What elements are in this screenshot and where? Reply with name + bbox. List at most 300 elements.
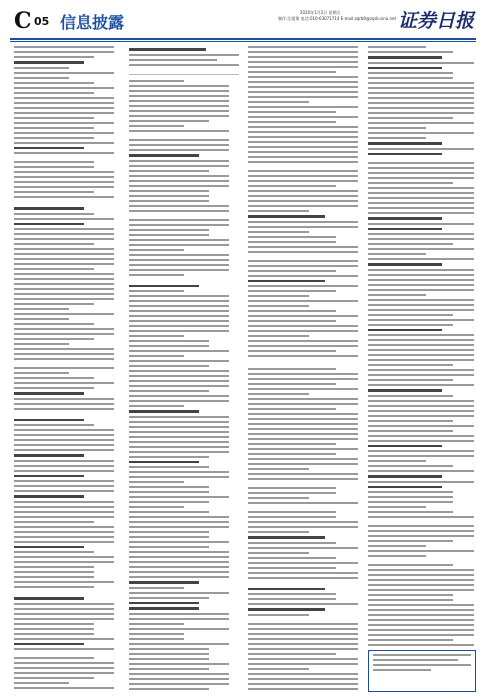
text-line [368, 153, 442, 156]
text-line [368, 644, 474, 646]
text-line [368, 112, 474, 114]
text-line [248, 310, 336, 312]
text-line [248, 350, 336, 352]
text-line [248, 438, 358, 440]
text-line [129, 310, 229, 312]
text-line [368, 369, 474, 371]
text-line [129, 592, 229, 594]
text-line [368, 491, 453, 493]
text-line [14, 576, 94, 578]
text-line [14, 429, 114, 431]
text-line [129, 663, 229, 665]
text-line [368, 344, 474, 346]
text-line [129, 165, 229, 167]
text-line [368, 359, 474, 361]
text-line [14, 87, 114, 89]
text-line [14, 413, 114, 417]
text-line [14, 566, 94, 568]
text-line [14, 348, 114, 350]
text-line [368, 67, 442, 70]
text-line [14, 597, 84, 600]
text-line [368, 309, 474, 311]
text-line [14, 511, 114, 513]
text-line [368, 415, 474, 417]
text-line [14, 662, 114, 664]
text-line [14, 77, 69, 79]
text-line [248, 468, 309, 470]
text-line [14, 97, 114, 99]
text-line [129, 200, 209, 202]
text-line [14, 618, 114, 620]
text-line [14, 253, 114, 255]
text-line [248, 126, 358, 128]
text-line [129, 90, 229, 92]
text-line [129, 224, 229, 226]
text-line [129, 390, 209, 392]
text-line [129, 320, 229, 322]
text-line [14, 196, 114, 198]
text-line [129, 566, 229, 568]
text-line [129, 405, 184, 407]
text-line [368, 223, 474, 225]
contact-line: 制作:汪超翔 电话:010-63071714 E-mail:zqrb9@zqrb.sina.net [278, 16, 397, 21]
text-line [368, 334, 474, 336]
text-line [248, 236, 336, 238]
text-line [14, 207, 84, 210]
text-line [248, 335, 309, 337]
date-line: 2020年1月2日 星期五 [300, 10, 341, 15]
text-line [248, 413, 358, 415]
text-line [14, 687, 114, 689]
text-line [129, 496, 229, 498]
text-line [14, 608, 114, 610]
text-line [14, 372, 69, 374]
text-line [14, 142, 114, 144]
text-line [248, 121, 336, 123]
text-line [129, 536, 209, 538]
text-line [129, 120, 209, 122]
text-line [248, 598, 336, 600]
text-line [129, 587, 184, 589]
text-line [248, 492, 336, 494]
text-line [248, 61, 358, 63]
text-line [14, 449, 114, 451]
text-line [129, 105, 229, 107]
text-line [248, 190, 358, 192]
text-line [14, 444, 114, 446]
text-line [129, 613, 229, 615]
text-line [14, 465, 114, 467]
text-line [14, 501, 114, 503]
text-line [14, 248, 114, 250]
text-line [368, 107, 474, 109]
text-line [14, 127, 94, 129]
text-line [14, 398, 114, 400]
text-line [129, 546, 209, 548]
text-line [129, 375, 229, 377]
text-line [368, 450, 474, 452]
text-line [248, 443, 336, 445]
text-line [248, 345, 358, 347]
text-line [129, 501, 209, 503]
text-line [248, 511, 336, 513]
text-line [368, 284, 474, 286]
text-line [129, 602, 199, 605]
text-line [368, 117, 453, 119]
text-line [129, 673, 229, 675]
text-line [368, 253, 426, 255]
text-line [248, 526, 358, 528]
text-line [248, 131, 358, 133]
text-line [248, 156, 358, 158]
text-line [368, 319, 474, 321]
text-line [368, 72, 453, 74]
text-line [129, 688, 209, 690]
text-line [368, 177, 474, 179]
text-line [368, 263, 442, 266]
text-line [129, 180, 229, 182]
text-line [14, 122, 114, 124]
text-line [14, 61, 84, 64]
text-line [14, 536, 114, 538]
text-line [248, 280, 325, 283]
text-line [14, 268, 94, 270]
text-line [14, 338, 94, 340]
text-line [368, 400, 474, 402]
text-line [129, 648, 209, 650]
text-line [368, 584, 474, 586]
text-line [14, 293, 114, 295]
text-line [368, 329, 442, 332]
text-line [368, 46, 426, 48]
text-line [14, 643, 84, 646]
text-line [248, 478, 358, 480]
footer-box [368, 650, 476, 692]
text-line [248, 582, 358, 586]
text-line [368, 599, 453, 601]
text-line [368, 486, 442, 489]
text-line [248, 151, 358, 153]
text-line [129, 175, 229, 177]
text-line [14, 628, 94, 630]
text-line [368, 435, 474, 437]
text-line [368, 212, 474, 214]
text-line [129, 139, 229, 141]
text-line [368, 629, 474, 631]
text-line [129, 295, 229, 297]
text-line [14, 581, 114, 583]
text-line [14, 201, 114, 205]
text-line [248, 355, 358, 357]
text-line [368, 62, 474, 64]
text-line [14, 191, 94, 193]
text-line [368, 77, 453, 79]
text-line [14, 603, 114, 605]
text-line [368, 238, 474, 240]
text-line [368, 460, 426, 462]
text-line [129, 195, 209, 197]
text-line [368, 445, 442, 448]
text-line [129, 95, 229, 97]
text-line [248, 146, 358, 148]
text-line [248, 175, 358, 177]
text-line [129, 170, 209, 172]
text-line [129, 643, 229, 645]
text-line [248, 658, 358, 660]
text-line [14, 475, 84, 478]
text-line [14, 353, 114, 355]
text-line [248, 418, 358, 420]
text-line [248, 81, 358, 83]
text-line [14, 137, 94, 139]
text-line [248, 320, 336, 322]
text-line [129, 653, 209, 655]
text-line [129, 597, 209, 599]
text-line [368, 324, 453, 326]
text-line [14, 171, 114, 173]
text-line [368, 258, 474, 260]
text-line [248, 340, 358, 342]
text-line [129, 556, 229, 558]
text-line [14, 638, 114, 640]
text-line [129, 110, 229, 112]
text-line [14, 67, 69, 69]
text-line [368, 299, 474, 301]
text-line [368, 289, 474, 291]
text-line [129, 149, 229, 151]
text-line [368, 555, 426, 557]
text-line [248, 463, 358, 465]
text-line [14, 102, 114, 104]
text-line [129, 274, 184, 276]
text-line [14, 470, 114, 472]
text-line [368, 609, 474, 611]
text-line [248, 383, 336, 385]
text-line [129, 290, 184, 292]
text-line [14, 323, 94, 325]
text-line [129, 551, 229, 553]
text-line [129, 300, 229, 302]
text-line [248, 552, 309, 554]
text-line [248, 393, 309, 395]
text-line [14, 233, 114, 235]
text-line [248, 265, 358, 267]
text-line [248, 633, 358, 635]
text-line [248, 668, 309, 670]
text-line [368, 374, 474, 376]
text-line [248, 136, 358, 138]
text-line [368, 172, 474, 174]
text-column-3 [248, 46, 358, 692]
text-line [368, 233, 474, 235]
text-line [129, 100, 229, 102]
text-line [129, 305, 229, 307]
text-line [248, 593, 336, 595]
text-line [129, 340, 209, 342]
text-line [368, 197, 474, 199]
text-line [14, 263, 114, 265]
text-line [14, 633, 94, 635]
text-line [129, 561, 229, 563]
text-line [248, 428, 358, 430]
text-line [368, 217, 442, 220]
text-line [129, 345, 209, 347]
text-line [129, 355, 184, 357]
text-line [368, 92, 474, 94]
text-line [129, 421, 229, 423]
text-line [248, 378, 358, 380]
text-line [129, 521, 229, 523]
text-line [248, 567, 336, 569]
text-line [248, 683, 358, 685]
text-line [248, 141, 358, 143]
text-line [14, 147, 84, 150]
text-line [368, 207, 474, 209]
text-line [129, 205, 229, 207]
text-line [248, 638, 358, 640]
text-line [368, 475, 442, 478]
text-line [129, 486, 209, 488]
text-line [129, 678, 229, 680]
text-line [368, 455, 474, 457]
text-line [129, 410, 199, 413]
text-line [129, 466, 209, 468]
text-line [129, 618, 229, 620]
text-line [14, 677, 94, 679]
text-line [248, 473, 358, 475]
text-line [248, 423, 358, 425]
text-line [14, 387, 94, 389]
text-line [368, 294, 426, 296]
text-line [14, 506, 114, 508]
text-line [248, 608, 325, 611]
text-line [248, 653, 336, 655]
text-line [248, 270, 336, 272]
text-line [368, 87, 474, 89]
text-line [248, 170, 358, 172]
text-line [14, 333, 114, 335]
text-line [368, 122, 474, 124]
text-line [129, 385, 229, 387]
text-line [14, 328, 114, 330]
text-line [14, 112, 114, 114]
text-line [368, 604, 474, 606]
text-line [248, 531, 309, 533]
text-line [14, 273, 114, 275]
text-line [129, 330, 229, 332]
text-line [248, 205, 358, 207]
text-line [14, 531, 114, 533]
text-line [368, 579, 474, 581]
text-line [14, 303, 94, 305]
text-line [129, 506, 184, 508]
text-line [14, 541, 114, 543]
text-line [368, 389, 442, 392]
text-line [129, 325, 229, 327]
text-line [248, 643, 358, 645]
text-line [248, 688, 358, 690]
text-line [248, 300, 358, 302]
text-line [248, 536, 325, 539]
text-line [129, 350, 229, 352]
text-line [14, 485, 114, 487]
text-line [14, 546, 84, 549]
text-line [129, 185, 229, 187]
text-line [368, 314, 453, 316]
text-line [248, 221, 358, 223]
text-line [14, 490, 114, 492]
text-line [248, 516, 336, 518]
text-line [368, 511, 453, 513]
text-line [14, 454, 84, 457]
text-line [129, 516, 229, 518]
text-line [14, 382, 114, 384]
text-line [14, 161, 94, 163]
text-line [248, 408, 336, 410]
text-line [14, 424, 94, 426]
text-column-2 [129, 80, 229, 692]
text-line [248, 241, 336, 243]
text-line [129, 130, 229, 132]
text-line [14, 343, 69, 345]
text-line [248, 623, 358, 625]
text-line [248, 195, 358, 197]
text-line [129, 628, 229, 630]
text-line [129, 511, 209, 513]
text-line [14, 92, 94, 94]
text-line [14, 238, 114, 240]
text-line [248, 185, 336, 187]
text-line [14, 392, 84, 395]
text-line [248, 388, 358, 390]
text-line [248, 614, 309, 616]
header-rule-thin [10, 41, 476, 42]
text-line [368, 425, 474, 427]
text-line [14, 556, 114, 558]
text-line [368, 614, 474, 616]
text-line [368, 395, 453, 397]
text-line [129, 541, 229, 543]
text-line [248, 51, 358, 53]
text-line [129, 481, 184, 483]
text-line [129, 210, 229, 212]
text-line [368, 102, 474, 104]
text-line [368, 269, 474, 271]
text-line [129, 154, 199, 157]
text-line [248, 628, 358, 630]
text-line [248, 246, 358, 248]
text-line [129, 125, 184, 127]
text-line [368, 634, 474, 636]
text-line [248, 56, 358, 58]
text-line [129, 85, 229, 87]
text-column-1 [14, 46, 114, 692]
text-line [368, 56, 442, 59]
text-line [129, 315, 229, 317]
text-line [14, 176, 114, 178]
section-title: 信息披露 [60, 13, 125, 32]
text-line [14, 318, 69, 320]
text-line [14, 107, 114, 109]
text-line [368, 82, 474, 84]
text-line [14, 82, 94, 84]
text-line [368, 248, 474, 250]
text-line [14, 419, 84, 422]
text-line [14, 223, 84, 226]
text-line [129, 160, 229, 162]
text-line [248, 588, 325, 591]
text-line [248, 315, 358, 317]
